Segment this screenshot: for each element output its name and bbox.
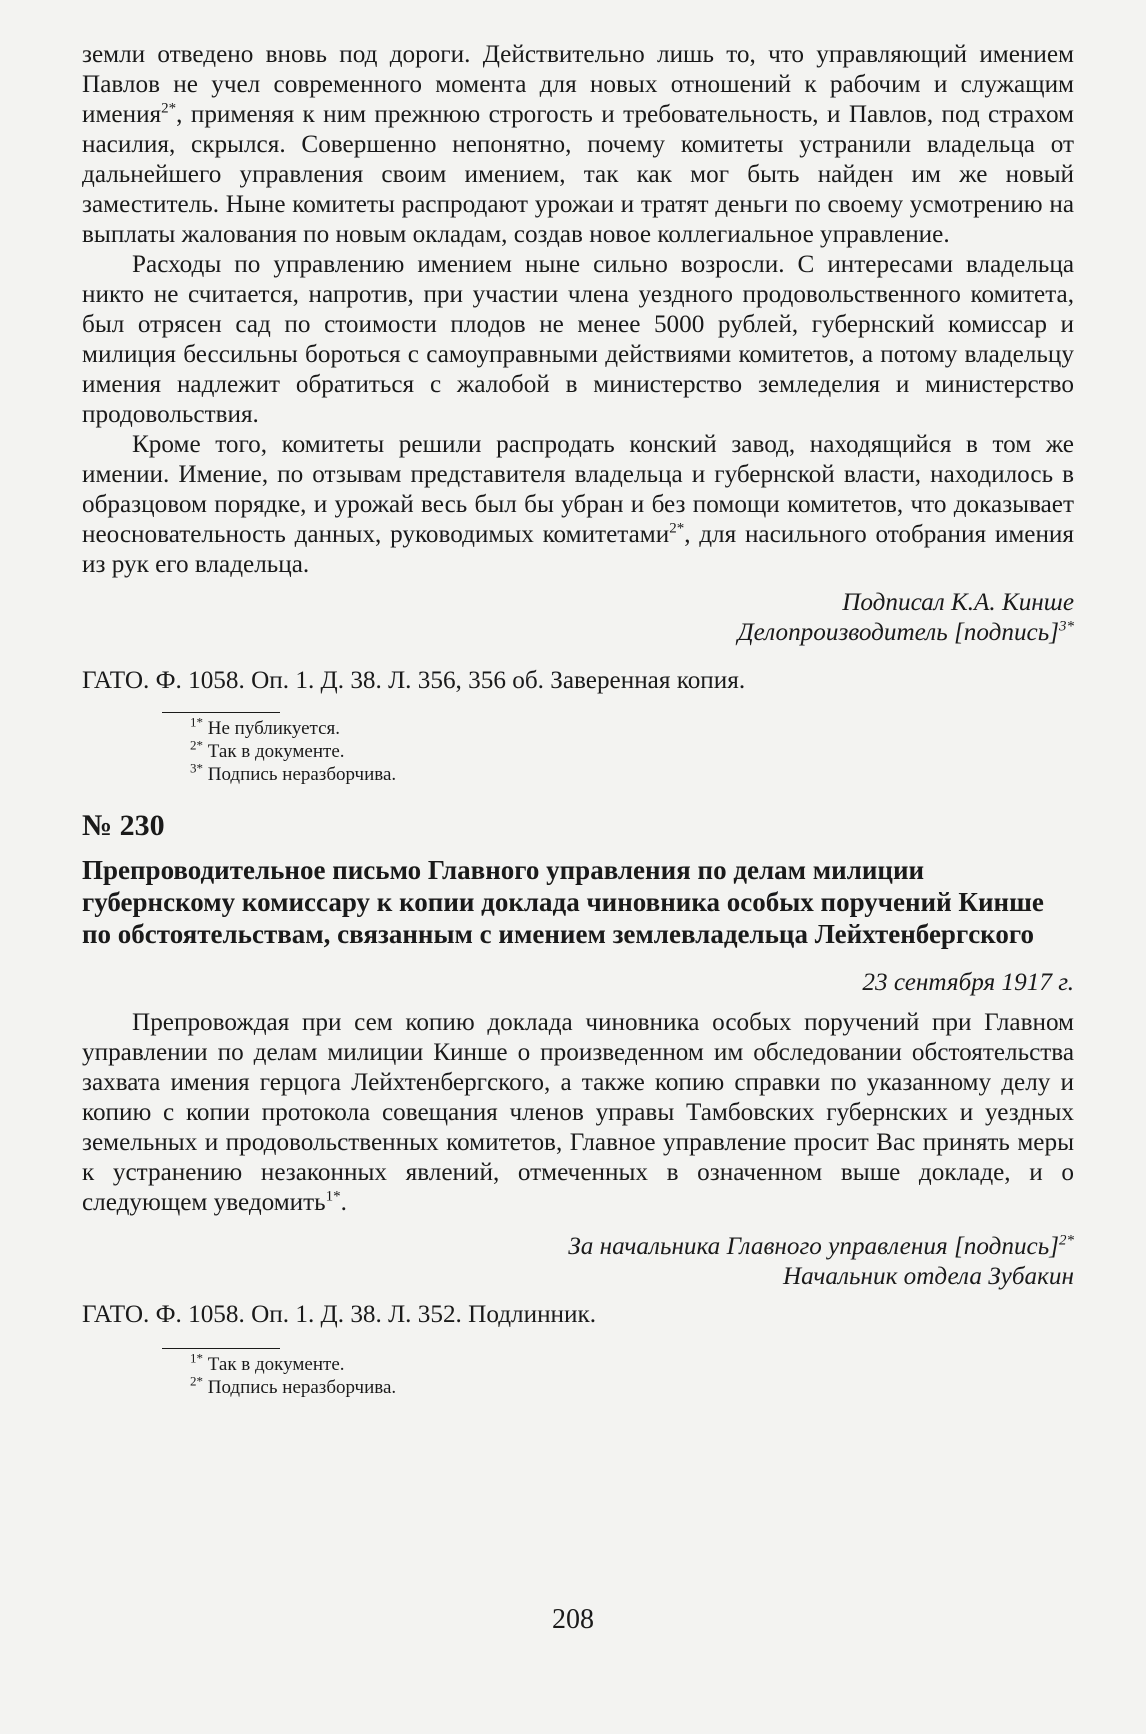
footnote-ref: 2* [161,100,177,117]
paragraph-1-tail: , применяя к ним прежнюю строгость и требовательность, и Павлов, под страхом насилия, скрылся. Совершенно непонятно, почему комитеты устранили владельца от дальнейшего управления своим имением, так как мог быть найден им же новый заместитель. Ныне комитеты распродают урожаи и тратят деньги по своему усмотрению на выплаты жалования по новым окладам, создав новое коллегиальное управление. [82,101,1074,248]
signature-department: Начальник отдела Зубакин [782,1263,1074,1290]
paragraph-3-tail: , для насильного отобрания имения из рук его владельца. [82,521,1074,578]
signature-signed: Подписал К.А. Кинше [842,589,1074,616]
footnote-ref: 2* [669,520,685,537]
document-title: Препроводительное письмо Главного управления по делам милиции губернскому комиссару к копии доклада чиновника особых поручений Кинше по обстоятельствам, связанным с имением землевладельца Лейхтенбергского [82,855,1044,949]
paragraph-1-text: земли отведено вновь под дороги. Действительно лишь то, что управляющий имением Павлов не учел современного момента для новых отношений к рабочим и служащим имения [82,41,1074,128]
document-page [82,40,1074,1399]
paragraph-3-text: Кроме того, комитеты решили распродать конский завод, находящийся в том же имении. Имение, по отзывам представителя владельца и губернской власти, находилось в образцовом порядке, и урожай весь был бы убран и без помощи комитетов, что доказывает неосновательность данных, руководимых комитетами [82,431,1074,548]
signature-clerk [82,618,1074,648]
footnote-divider [162,1348,280,1349]
signature-clerk-text: Делопроизводитель [подпись] [737,619,1059,646]
footnotes-1 [82,714,1074,786]
paragraph-1 [82,40,1074,250]
footnote-divider [162,712,280,713]
footnote: $^{1*}$ Не публикуется. [190,714,341,739]
document-number: № 230 [82,809,165,842]
signature-head-text: За начальника Главного управления [подпись] [568,1233,1059,1260]
paragraph-3 [82,430,1074,580]
paragraph-2: Расходы по управлению имением ныне сильно возросли. С интересами владельца никто не считается, напротив, при участии члена уездного продовольственного комитета, был отрясен сад по стоимости плодов не менее 5000 рублей, губернский комиссар и милиция бессильны бороться с самоуправными действиями комитетов, а потому владельцу имения надлежит обратиться с жалобой в министерство земледелия и министерство продовольствия. [82,251,1074,428]
archive-reference-1: ГАТО. Ф. 1058. Оп. 1. Д. 38. Л. 356, 356 об. Заверенная копия. [82,667,746,694]
paragraph-4-text: Препровождая при сем копию доклада чиновника особых поручений при Главном управлении по делам милиции Кинше о произведенном им обследовании обстоятельства захвата имения герцога Лейхтенбергского, а также копию справки по указанному делу и копию с копии протокола совещания членов управы Тамбовских губернских и уездных земельных и продовольственных комитетов, Главное управление просит Вас принять меры к устранению незаконных явлений, отмеченных в означенном выше докладе, и о следующем уведомить [82,1009,1074,1216]
footnotes-2 [82,1350,1074,1399]
archive-reference-2: ГАТО. Ф. 1058. Оп. 1. Д. 38. Л. 352. Подлинник. [82,1301,597,1328]
footnote: $^{2*}$ Подпись неразборчива. [190,1373,397,1398]
footnote: $^{1*}$ Так в документе. [190,1350,345,1375]
footnote-ref: 1* [325,1188,341,1205]
document-date: 23 сентября 1917 г. [862,969,1074,996]
page-number: 208 [552,1604,594,1635]
footnote: $^{3*}$ Подпись неразборчива. [190,760,397,785]
footnote-ref: 3* [1059,618,1074,635]
paragraph-4-tail: . [340,1189,347,1216]
footnote: $^{2*}$ Так в документе. [190,737,345,762]
signature-head [82,1232,1074,1262]
footnote-ref: 2* [1059,1232,1074,1249]
paragraph-4 [82,1008,1074,1218]
